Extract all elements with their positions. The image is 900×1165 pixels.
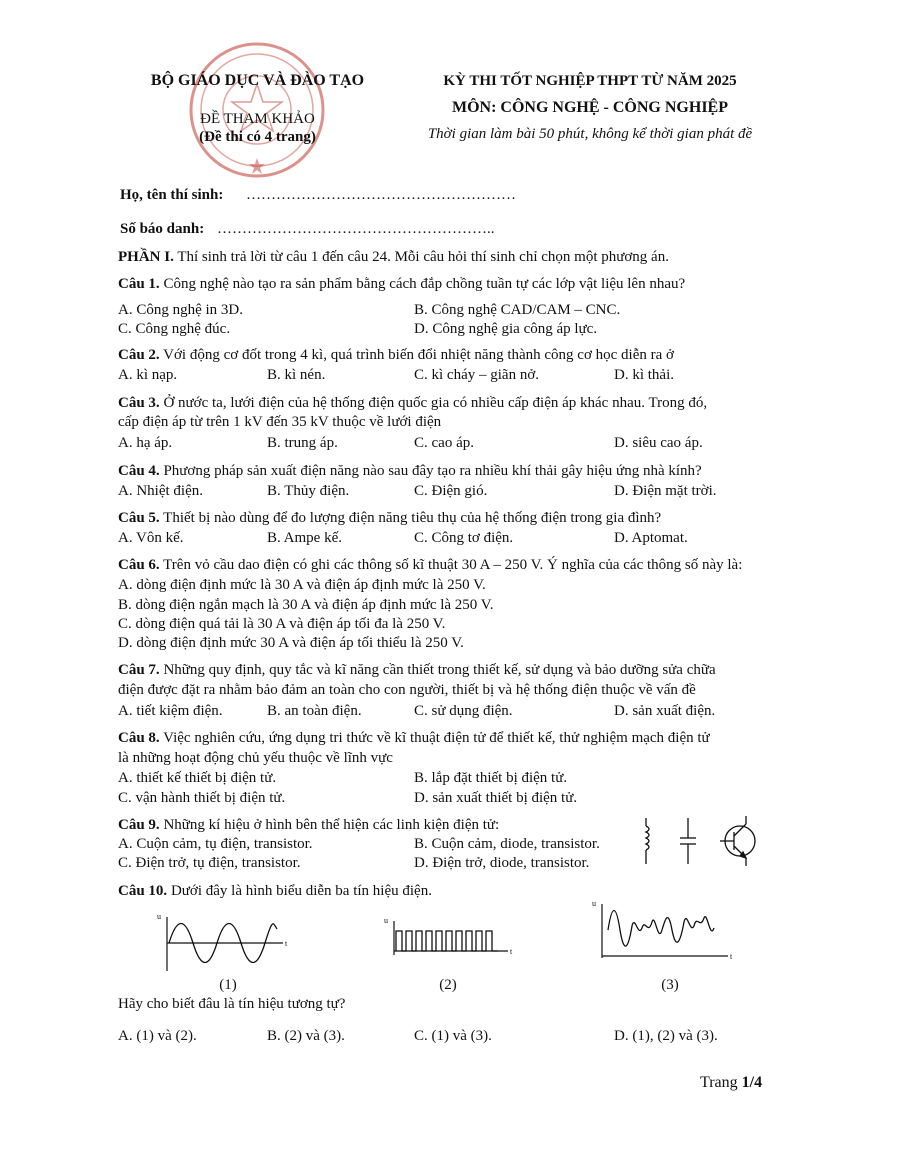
part1-text: Thí sinh trả lời từ câu 1 đến câu 24. Mỗi câu hỏi thí sinh chỉ chọn một phương án.	[177, 249, 669, 265]
q2-option-c[interactable]: C. kì cháy – giãn nở.	[414, 367, 539, 383]
question-text: Những quy định, quy tắc và kĩ năng cần thiết trong thiết kế, sử dụng và bảo dưỡng sửa chữa	[163, 662, 716, 678]
ministry-name: BỘ GIÁO DỤC VÀ ĐÀO TẠO	[150, 72, 365, 89]
q5-option-b[interactable]: B. Ampe kế.	[267, 530, 342, 546]
axis-t-label: t	[510, 947, 513, 956]
question-4	[118, 462, 788, 480]
q5-option-d[interactable]: D. Aptomat.	[614, 530, 688, 546]
q1-option-b[interactable]: B. Công nghệ CAD/CAM – CNC.	[414, 302, 621, 318]
q3-option-b[interactable]: B. trung áp.	[267, 435, 338, 451]
q7-option-a[interactable]: A. tiết kiệm điện.	[118, 703, 223, 719]
q3-option-a[interactable]: A. hạ áp.	[118, 435, 173, 451]
signal-3-irregular-wave	[592, 899, 738, 972]
q5-option-a[interactable]: A. Vôn kế.	[118, 530, 184, 546]
q5-option-c[interactable]: C. Công tơ điện.	[414, 530, 514, 546]
part1-instruction	[118, 248, 669, 266]
axis-u-label: u	[384, 916, 388, 925]
q6-option-b[interactable]: B. dòng điện ngắn mạch là 30 A và điện áp định mức là 250 V.	[118, 597, 494, 613]
question-text: Công nghệ nào tạo ra sản phẩm bằng cách đắp chồng tuần tự các lớp vật liệu lên nhau?	[163, 276, 686, 292]
question-label: Câu 8.	[118, 730, 160, 746]
question-10	[118, 882, 788, 900]
question-8	[118, 729, 788, 747]
q1-option-c[interactable]: C. Công nghệ đúc.	[118, 321, 231, 337]
q10-option-d[interactable]: D. (1), (2) và (3).	[614, 1028, 718, 1044]
question-text: Phương pháp sản xuất điện năng nào sau đây tạo ra nhiều khí thải gây hiệu ứng nhà kính?	[163, 463, 702, 479]
q9-option-c[interactable]: C. Điện trở, tụ điện, transistor.	[118, 855, 301, 871]
q2-option-b[interactable]: B. kì nén.	[267, 367, 326, 383]
candidate-id-label: Số báo danh:	[120, 221, 205, 237]
q10-option-c[interactable]: C. (1) và (3).	[414, 1028, 492, 1044]
question-label: Câu 4.	[118, 463, 160, 479]
page-footer	[700, 1074, 762, 1092]
q4-option-d[interactable]: D. Điện mặt trời.	[614, 483, 717, 499]
q9-option-d[interactable]: D. Điện trở, diode, transistor.	[414, 855, 590, 871]
question-label: Câu 6.	[118, 557, 160, 573]
candidate-name-label: Họ, tên thí sinh:	[120, 187, 224, 203]
q8-option-c[interactable]: C. vận hành thiết bị điện tử.	[118, 790, 286, 806]
q4-option-a[interactable]: A. Nhiệt điện.	[118, 483, 203, 499]
candidate-name-field: ………………………………………………	[246, 187, 516, 203]
q7-option-c[interactable]: C. sử dụng điện.	[414, 703, 513, 719]
question-label: Câu 2.	[118, 347, 160, 363]
q3-option-d[interactable]: D. siêu cao áp.	[614, 435, 703, 451]
q2-option-a[interactable]: A. kì nạp.	[118, 367, 178, 383]
q6-option-d[interactable]: D. dòng điện định mức 30 A và điện áp tối thiểu là 250 V.	[118, 635, 464, 651]
question-text: Trên vỏ cầu dao điện có ghi các thông số kĩ thuật 30 A – 250 V. Ý nghĩa của các thông số này là:	[163, 557, 743, 573]
question-label: Câu 7.	[118, 662, 160, 678]
question-text: Dưới đây là hình biểu diễn ba tín hiệu điện.	[170, 883, 432, 899]
question-text: Những kí hiệu ở hình bên thể hiện các linh kiện điện tử:	[163, 817, 500, 833]
q6-option-a[interactable]: A. dòng điện định mức là 30 A và điện áp định mức là 250 V.	[118, 577, 486, 593]
part1-label: PHẦN I.	[118, 249, 174, 265]
question-3-line-2: cấp điện áp từ trên 1 kV đến 35 kV thuộc về lưới điện	[118, 414, 442, 430]
q8-option-b[interactable]: B. lắp đặt thiết bị điện tử.	[414, 770, 568, 786]
question-3	[118, 394, 788, 412]
candidate-id-field: ………………………………………………..	[217, 221, 495, 237]
inductor-symbol	[646, 818, 649, 864]
signal-2-pulse-wave	[384, 915, 520, 975]
question-6	[118, 556, 788, 574]
question-9	[118, 816, 618, 834]
signal-2-label: (2)	[439, 977, 457, 993]
question-7	[118, 661, 788, 679]
question-5	[118, 509, 788, 527]
question-2	[118, 346, 788, 364]
axis-t-label: t	[285, 939, 288, 948]
q1-option-d[interactable]: D. Công nghệ gia công áp lực.	[414, 321, 598, 337]
question-text: Với động cơ đốt trong 4 kì, quá trình biến đổi nhiệt năng thành công cơ học diễn ra ở	[163, 347, 674, 363]
q4-option-c[interactable]: C. Điện gió.	[414, 483, 488, 499]
time-note: Thời gian làm bài 50 phút, không kể thời gian phát đề	[427, 126, 753, 142]
q2-option-d[interactable]: D. kì thải.	[614, 367, 674, 383]
q9-option-a[interactable]: A. Cuộn cảm, tụ điện, transistor.	[118, 836, 313, 852]
axis-t-label: t	[730, 952, 733, 961]
question-text: Ở nước ta, lưới điện của hệ thống điện quốc gia có nhiều cấp điện áp khác nhau. Trong đó,	[163, 395, 708, 411]
signal-3-label: (3)	[661, 977, 679, 993]
q7-option-b[interactable]: B. an toàn điện.	[267, 703, 362, 719]
question-label: Câu 9.	[118, 817, 160, 833]
signal-1-label: (1)	[219, 977, 237, 993]
question-label: Câu 1.	[118, 276, 160, 292]
question-label: Câu 10.	[118, 883, 168, 899]
exam-title: KỲ THI TỐT NGHIỆP THPT TỪ NĂM 2025	[443, 73, 737, 89]
axis-u-label: u	[592, 899, 596, 908]
signal-1-sine-wave	[157, 912, 293, 975]
question-10-prompt: Hãy cho biết đâu là tín hiệu tương tự?	[118, 996, 346, 1012]
page-number: 1/4	[741, 1074, 763, 1091]
subject-title: MÔN: CÔNG NGHỆ - CÔNG NGHIỆP	[452, 99, 728, 116]
question-label: Câu 3.	[118, 395, 160, 411]
capacitor-symbol	[680, 818, 696, 864]
q8-option-a[interactable]: A. thiết kế thiết bị điện tử.	[118, 770, 277, 786]
q3-option-c[interactable]: C. cao áp.	[414, 435, 474, 451]
q9-option-b[interactable]: B. Cuộn cảm, diode, transistor.	[414, 836, 600, 852]
axis-u-label: u	[157, 912, 161, 921]
q6-option-c[interactable]: C. dòng điện quá tải là 30 A và điện áp tối đa là 250 V.	[118, 616, 446, 632]
q8-option-d[interactable]: D. sản xuất thiết bị điện tử.	[414, 790, 578, 806]
question-8-line-2: là những hoạt động chủ yếu thuộc về lĩnh vực	[118, 750, 393, 766]
q4-option-b[interactable]: B. Thủy điện.	[267, 483, 350, 499]
question-text: Việc nghiên cứu, ứng dụng tri thức về kĩ thuật điện tử để thiết kế, thử nghiệm mạch điện tử	[163, 730, 710, 746]
question-1	[118, 275, 788, 293]
page-count-note: (Đề thi có 4 trang)	[199, 129, 316, 145]
q10-option-b[interactable]: B. (2) và (3).	[267, 1028, 345, 1044]
transistor-symbol	[720, 816, 755, 866]
q10-option-a[interactable]: A. (1) và (2).	[118, 1028, 197, 1044]
question-7-line-2: điện được đặt ra nhằm bảo đảm an toàn cho con người, thiết bị và hệ thống điện thuộc về vấn đề	[118, 682, 696, 698]
q1-option-a[interactable]: A. Công nghệ in 3D.	[118, 302, 243, 318]
page-label: Trang	[700, 1074, 742, 1091]
question-text: Thiết bị nào dùng để đo lượng điện năng tiêu thụ của hệ thống điện trong gia đình?	[163, 510, 662, 526]
question-label: Câu 5.	[118, 510, 160, 526]
q7-option-d[interactable]: D. sản xuất điện.	[614, 703, 716, 719]
component-symbols-figure	[636, 816, 766, 868]
exam-type: ĐỀ THAM KHẢO	[200, 111, 315, 127]
